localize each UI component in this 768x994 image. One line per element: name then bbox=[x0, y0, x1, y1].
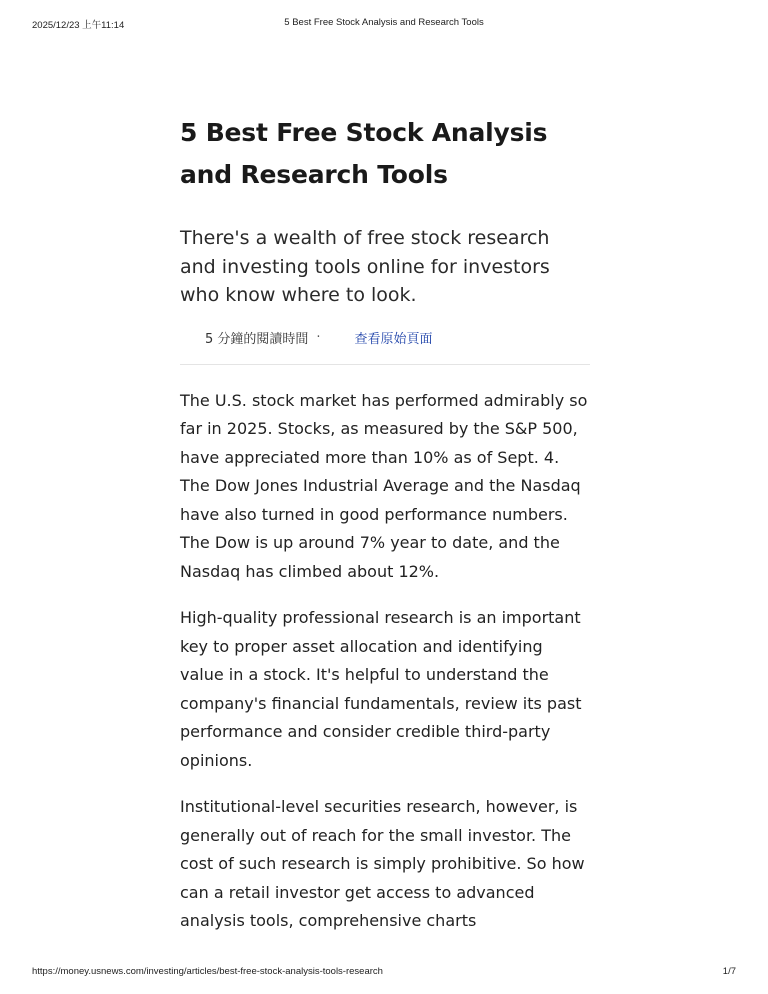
article-meta bbox=[180, 328, 590, 348]
article-body bbox=[180, 387, 590, 936]
read-time: 5 分鐘的閱讀時間 bbox=[205, 332, 309, 347]
body-paragraph: The U.S. stock market has performed admirably so far in 2025. Stocks, as measured by the S&P 500, have appreciated more than 10% as of Sept. 4. The Dow Jones Industrial Average and the Nasdaq have also turned in good performance numbers. The Dow is up around 7% year to date, and the Nasdaq has climbed about 12%. bbox=[180, 390, 588, 581]
print-header-title: 5 Best Free Stock Analysis and Research Tools bbox=[284, 17, 484, 28]
body-paragraph: High-quality professional research is an important key to proper asset allocation and identifying value in a stock. It's helpful to understand the company's financial fundamentals, review its past performance and consider credible third-party opinions. bbox=[180, 608, 582, 770]
article-title-line-2: and Research Tools bbox=[180, 160, 448, 189]
print-header-datetime: 2025/12/23 上午11:14 bbox=[32, 20, 125, 31]
article bbox=[180, 112, 590, 954]
meta-separator: · bbox=[316, 330, 321, 345]
article-title-line-1: 5 Best Free Stock Analysis bbox=[180, 118, 548, 147]
print-footer-url: https://money.usnews.com/investing/articles/best-free-stock-analysis-tools-research bbox=[32, 966, 383, 977]
article-subtitle: There's a wealth of free stock research and investing tools online for investors who know where to look. bbox=[180, 227, 550, 306]
body-paragraph: Institutional-level securities research, however, is generally out of reach for the small investor. The cost of such research is simply prohibitive. So how can a retail investor get access to advanced analysis tools, comprehensive charts bbox=[180, 797, 585, 930]
header-divider bbox=[180, 364, 590, 365]
view-original-page-link[interactable]: 查看原始頁面 bbox=[354, 332, 433, 347]
print-footer-page-number: 1/7 bbox=[722, 966, 736, 977]
article-title bbox=[180, 112, 590, 196]
